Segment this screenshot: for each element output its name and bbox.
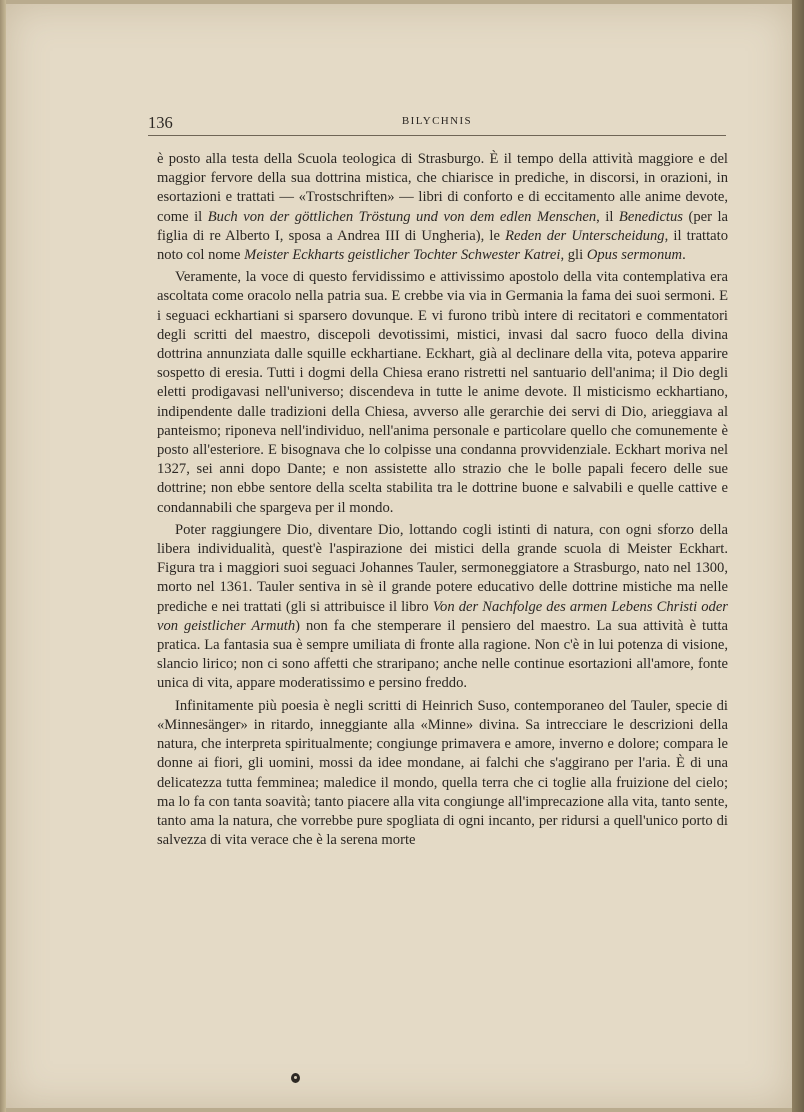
text-run: Poter raggiungere Dio, diventare Dio, lottando cogli istinti di natura, con ogni sforzo della libera individualità, quest'è l'aspirazione dei mistici della grande scuola di Meister Eckhart. Figura tra i maggiori suoi seguaci Johannes Tauler, sermoneggiatore a Strasburgo, nato nel 1300, morto nel 1361. Tauler sentiva in sè il grande potere educativo delle dottrine mistiche ma nelle prediche e nei trattati (gli si attribuisce il libro: [157, 521, 728, 615]
paragraph-p4: [157, 697, 728, 851]
paragraph-p3: [157, 521, 728, 694]
paragraph-p1: [157, 150, 728, 265]
page-number: 136: [148, 113, 173, 132]
text-run: .: [682, 247, 686, 264]
ink-speck: [291, 1073, 300, 1083]
italic-title: Buch von der göttlichen Tröstung und von dem edlen Menschen: [207, 208, 597, 225]
page-right-edge: [792, 0, 804, 1112]
body-text: [157, 150, 728, 850]
italic-title: Opus sermonum: [586, 247, 683, 264]
text-run: ) non fa che stemperare il pensiero del maestro. La sua attività è tutta pratica. La fantasia sua è sempre umiliata di fronte alla ragione. Non c'è in lui potenza di visione, slancio lirico; non ci sono affetti che straripano; anche nelle continue esortazioni all'amore, fonte unica di vita, appare moderatissimo e persino freddo.: [157, 617, 728, 692]
text-run: Veramente, la voce di questo fervidissimo e attivissimo apostolo della vita contemplativa era ascoltata come oracolo nella patria sua. E crebbe via via in Germania la fama dei suoi sermoni. E i seguaci eckhartiani si sparsero dovunque. E vi furono tribù intere di recitatori e commentatori degli scritti del maestro, discepoli devotissimi, mistici, invasi dal sacro fuoco della divina dottrina annunziata dalle squille eckhartiane. Eckhart, già al declinare della vita, poteva apparire sospetto di eresia. Tutti i dogmi della Chiesa erano ristretti nel santuario dell'anima; il Dio degli eletti prodigavasi nell'universo; discendeva in tutte le anime devote. Il misticismo eckhartiano, indipendente dalle tradizioni della Chiesa, avverso alle gerarchie dei servi di Dio, arieggiava al panteismo; riponeva nell'individuo, nell'anima personale e particolare quello che comunemente è posto all'esteriore. E bisognava che lo colpisse una condanna provvidenziale. Eckhart moriva nel 1327, sei anni dopo Dante; e non assistette allo strazio che le bolle papali fecero delle sue dottrine; non ebbe sentore della scelta stabilita tra le dottrine buone e salvabili e quelle cattive e condannabili che spargeva per il mondo.: [157, 269, 728, 516]
paragraph-p2: [157, 268, 728, 518]
text-run: , gli: [560, 247, 587, 264]
page-header: [148, 113, 726, 136]
text-run: , il: [596, 208, 619, 225]
italic-title: Benedictus: [618, 208, 683, 225]
text-run: Infinitamente più poesia è negli scritti di Heinrich Suso, contemporaneo del Tauler, specie di «Minnesänger» in ritardo, inneggiante alla «Minne» divina. Sa intrecciare le descrizioni della natura, che interpreta spiritualmente; congiunge primavera e amore, inverno e dolore; compara le donne ai fiori, gli uomini, mossi da idee mondane, ai falchi che s'aggirano per l'aria. È di una delicatezza tutta femminea; maledice il mondo, quella terra che ci toglie alla fruizione del cielo; ma lo fa con tanta soavità; tanto piacere alla vita congiunge all'imprecazione alla vita, tanto sente, tanto ama la natura, che vorrebbe pure spogliata di ogni incanto, per ridursi a quell'unico porto di salvezza di vita verace che è la serena morte: [157, 697, 728, 849]
running-head: BILYCHNIS: [401, 115, 473, 127]
text-run: , il trattato noto col nome: [157, 227, 728, 264]
italic-title: Von der Nachfolge des armen Lebens Christi oder von geistlicher Armuth: [157, 598, 728, 634]
italic-title: Meister Eckharts geistlicher Tochter Schwester Katrei: [244, 247, 561, 264]
italic-title: Reden der Unterscheidung: [505, 227, 665, 244]
text-run: è posto alla testa della Scuola teologica di Strasburgo. È il tempo della attività maggiore e del maggior fervore della sua dottrina mistica, che chiarisce in prediche, in discorsi, in orazioni, in esortazioni e trattati — «Trostschriften» — libri di conforto e di eccitamento alle anime devote, come il: [157, 151, 728, 225]
text-run: (per la figlia di re Alberto I, sposa a Andrea III di Ungheria), le: [157, 208, 728, 244]
